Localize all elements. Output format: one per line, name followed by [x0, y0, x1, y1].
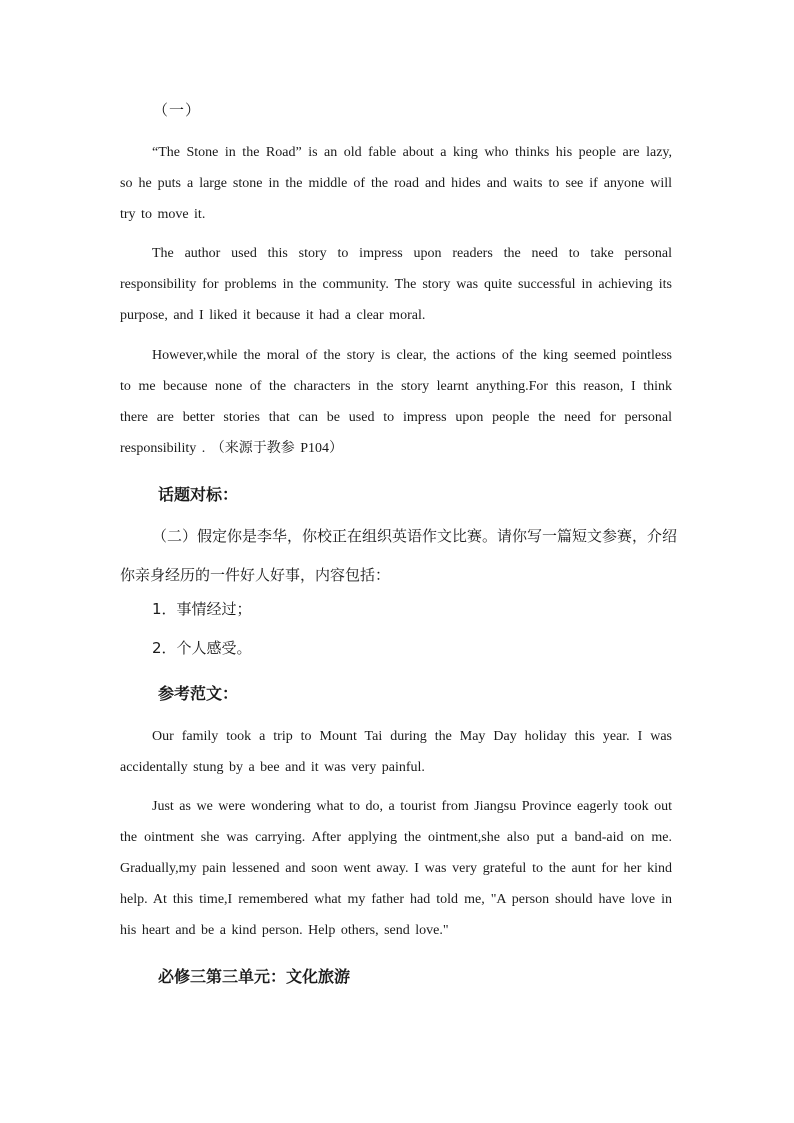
sample-paragraph-1: Our family took a trip to Mount Tai during the May Day holiday this year. I was accidentally stung by a bee and it was very painful.	[120, 729, 672, 775]
writing-prompt: （二）假定你是李华，你校正在组织英语作文比赛。请你写一篇短文参赛，介绍你亲身经历的一件好人好事，内容包括：	[120, 527, 678, 584]
prompt-item-2: 2．个人感受。	[152, 639, 252, 657]
sample-heading: 参考范文：	[158, 684, 239, 703]
section-label: （一）	[153, 103, 202, 119]
next-unit-heading: 必修三第三单元：文化旅游	[158, 967, 351, 986]
paragraph-3: However,while the moral of the story is clear, the actions of the king seemed pointless to me because none of the characters in the story learnt anything.For this reason, I think there are better stories that can be used to impress upon people the need for personal responsibility . （来源于教参 P104）	[120, 348, 672, 456]
paragraph-2: The author used this story to impress upon readers the need to take personal responsibility for problems in the community. The story was quite successful in achieving its purpose, and I liked it because it had a clear moral.	[120, 246, 672, 323]
paragraph-1: “The Stone in the Road” is an old fable about a king who thinks his people are lazy, so he puts a large stone in the middle of the road and hides and waits to see if anyone will try to move it.	[120, 145, 672, 222]
topic-heading: 话题对标：	[158, 485, 239, 504]
sample-paragraph-2: Just as we were wondering what to do, a tourist from Jiangsu Province eagerly took out the ointment she was carrying. After applying the ointment,she also put a band-aid on me. Gradually,my pain lessened and soon went away. I was very grateful to the aunt for her kind help. At this time,I remembered what my father had told me, "A person should have love in his heart and be a kind person. Help others, send love."	[120, 799, 672, 938]
prompt-item-1: 1．事情经过；	[152, 600, 252, 618]
